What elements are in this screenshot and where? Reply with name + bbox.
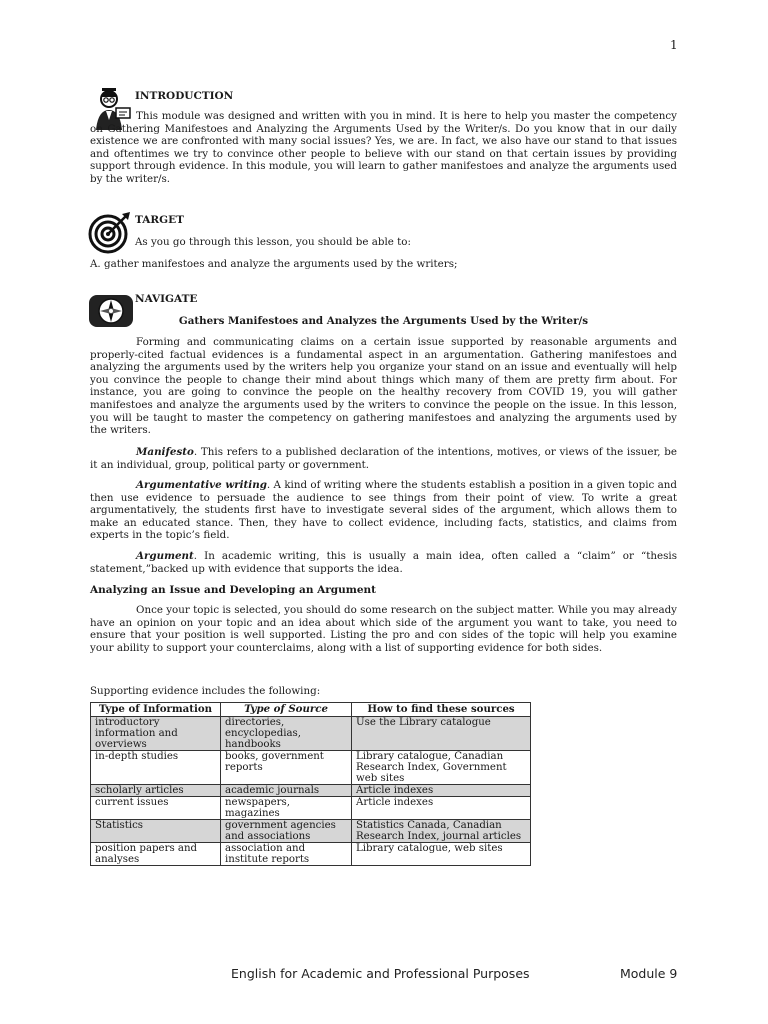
- table-cell: Statistics: [91, 820, 221, 843]
- target-text: As you go through this lesson, you should be able to:: [135, 236, 411, 248]
- table-cell: Library catalogue, web sites: [352, 843, 531, 866]
- table-header-row: [91, 703, 531, 717]
- analyzing-heading: Analyzing an Issue and Developing an Argument: [90, 584, 377, 596]
- introduction-heading: INTRODUCTION: [135, 90, 234, 102]
- table-cell: Article indexes: [352, 785, 531, 797]
- argument-definition: [90, 550, 677, 575]
- page-number: 1: [670, 38, 678, 52]
- manifesto-text: . This refers to a published declaration of the intentions, motives, or views of the issuer, be it an individual, group, political party or government.: [90, 446, 677, 471]
- argument-term: Argument: [136, 550, 194, 562]
- table-row: [91, 751, 531, 785]
- table-row: [91, 717, 531, 751]
- introduction-text: This module was designed and written with you in mind. It is here to help you master the competency on Gathering Manifestoes and Analyzing the Arguments Used by the Writer/s. Do you know that in our daily existence we are confronted with many social issues? Yes, we are. In fact, we also have our stand to that issues and oftentimes we try to convince other people to believe with our stand on that certain issues by providing support through evidence. In this module, you will learn to gather manifestoes and analyze the arguments used by the writer/s.: [90, 110, 677, 185]
- table-cell: current issues: [91, 797, 221, 820]
- table-cell: Statistics Canada, Canadian Research Index, journal articles: [352, 820, 531, 843]
- argumentative-writing-definition: [90, 479, 677, 542]
- table-row: [91, 820, 531, 843]
- column-header: Type of Information: [91, 703, 221, 717]
- argumentative-writing-term: Argumentative writing: [136, 479, 267, 491]
- navigate-paragraph: Forming and communicating claims on a certain issue supported by reasonable arguments and properly-cited factual evidences is a fundamental aspect in an argumentation. Gathering manifestoes and analyzing the arguments used by the writers help you organize your stand on an issue and eventually will help you convince the people to change their mind about things which many of them are pretty firm about. For instance, you are going to convince the people on the healthy recovery from COVID 19, you will gather manifestoes and analyze the arguments used by the writers to convince the people on the issue. In this lesson, you will be taught to master the competency on gathering manifestoes and analyzing the arguments used by the writers.: [90, 336, 677, 437]
- table-cell: scholarly articles: [91, 785, 221, 797]
- manifesto-term: Manifesto: [136, 446, 194, 458]
- footer-subject: English for Academic and Professional Purposes: [231, 966, 530, 981]
- table-cell: directories, encyclopedias, handbooks: [221, 717, 352, 751]
- argumentative-writing-text: . A kind of writing where the students establish a position in a given topic and then use evidence to persuade the audience to see things from their point of view. To write a great argumentatively, the students first have to investigate several sides of the argument, which allows them to make an educated stance. Then, they have to collect evidence, including facts, statistics, and claims from experts in the topic’s field.: [90, 479, 677, 542]
- table-cell: newspapers, magazines: [221, 797, 352, 820]
- navigate-subheading: Gathers Manifestoes and Analyzes the Arguments Used by the Writer/s: [178, 315, 589, 327]
- target-icon: [88, 210, 132, 258]
- manifesto-definition: [90, 446, 677, 471]
- table-row: [91, 785, 531, 797]
- table-cell: in-depth studies: [91, 751, 221, 785]
- column-header: Type of Source: [221, 703, 352, 717]
- footer-module: Module 9: [620, 966, 678, 981]
- table-cell: introductory information and overviews: [91, 717, 221, 751]
- argument-text: . In academic writing, this is usually a main idea, often called a “claim” or “thesis statement,”backed up with evidence that supports the idea.: [90, 550, 677, 575]
- table-cell: Library catalogue, Canadian Research Index, Government web sites: [352, 751, 531, 785]
- table-cell: academic journals: [221, 785, 352, 797]
- evidence-intro: Supporting evidence includes the following:: [90, 685, 321, 697]
- column-header: How to find these sources: [352, 703, 531, 717]
- target-objective: A. gather manifestoes and analyze the arguments used by the writers;: [90, 258, 458, 270]
- table-row: [91, 843, 531, 866]
- target-heading: TARGET: [135, 214, 184, 226]
- table-cell: Use the Library catalogue: [352, 717, 531, 751]
- table-cell: position papers and analyses: [91, 843, 221, 866]
- table-cell: books, government reports: [221, 751, 352, 785]
- table-row: [91, 797, 531, 820]
- navigate-heading: NAVIGATE: [135, 293, 198, 305]
- table-cell: government agencies and associations: [221, 820, 352, 843]
- table-cell: association and institute reports: [221, 843, 352, 866]
- analyzing-text: Once your topic is selected, you should do some research on the subject matter. While you may already have an opinion on your topic and an idea about which side of the argument you want to take, you need to ensure that your position is well supported. Listing the pro and con sides of the topic will help you examine your ability to support your counterclaims, along with a list of supporting evidence for both sides.: [90, 604, 677, 654]
- table-cell: Article indexes: [352, 797, 531, 820]
- evidence-table: [90, 702, 531, 866]
